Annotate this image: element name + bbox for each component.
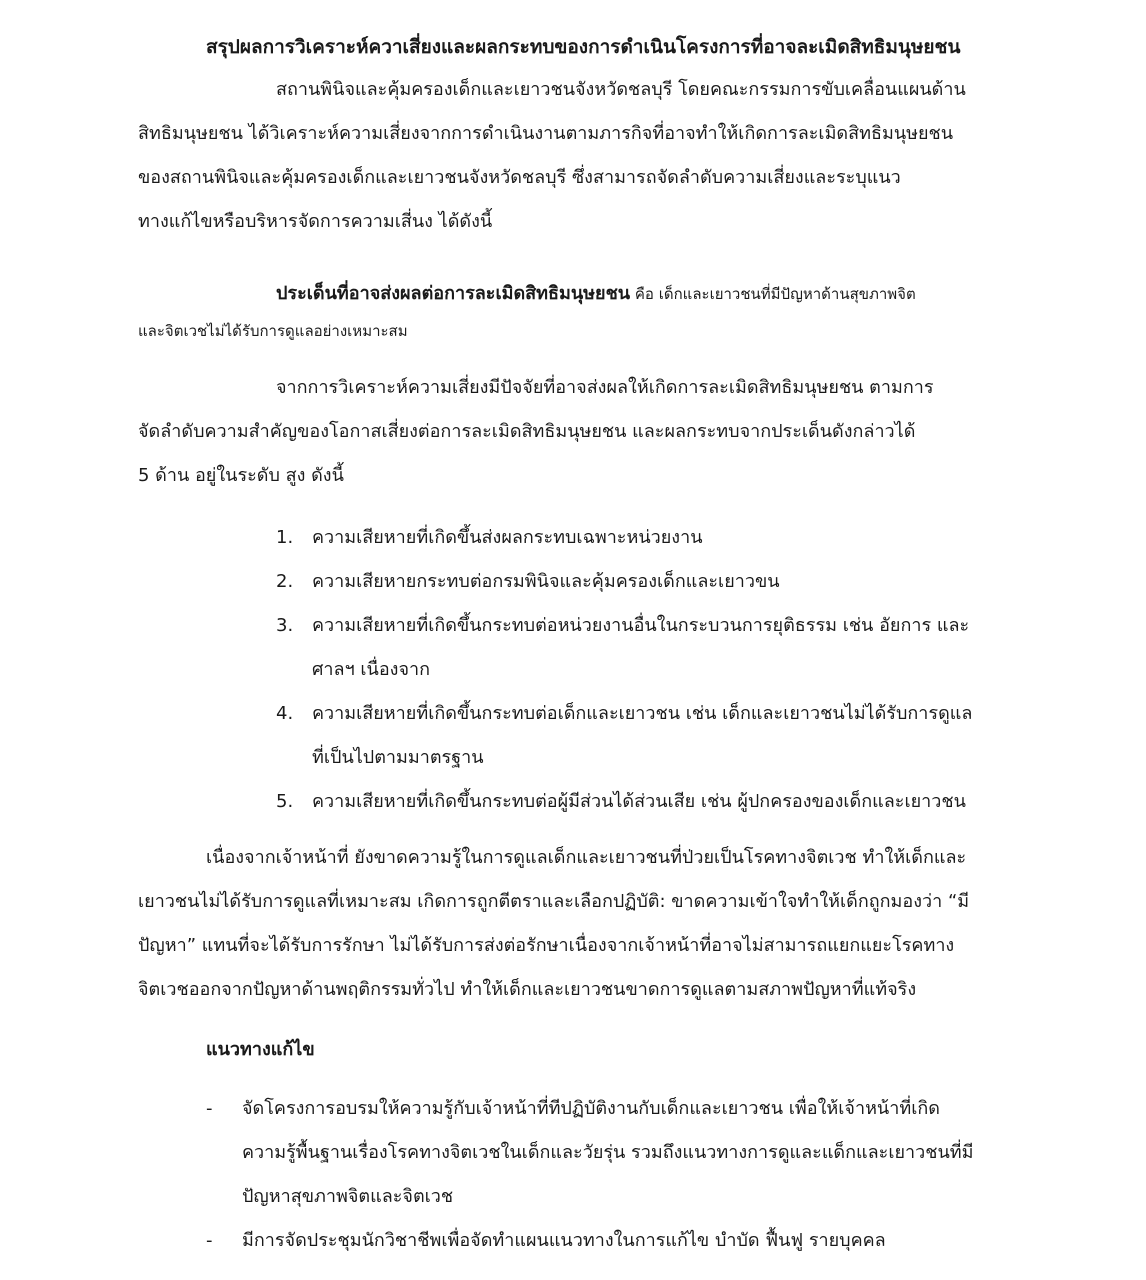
item-number: 3.: [276, 615, 294, 636]
solution-text: มีการจัดประชุมนักวิชาชีพเพื่อจัดทำแผนแนวทางในการแก้ไข บำบัด ฟื้นฟู รายบุคคล: [242, 1230, 886, 1251]
analysis-line: จัดลำดับความสำคัญของโอกาสเสี่ยงต่อการละเมิดสิทธิมนุษยชน และผลกระทบจากประเด็นดังกล่าวได้: [138, 421, 916, 442]
solution-text: จัดโครงการอบรมให้ความรู้กับเจ้าหน้าที่ทีปฏิบัติงานกับเด็กและเยาวชน เพื่อให้เจ้าหน้าที่เกิด: [242, 1098, 940, 1119]
cause-line: ปัญหา” แทนที่จะได้รับการรักษา ไม่ได้รับการส่งต่อรักษาเนื่องจากเจ้าหน้าที่อาจไม่สามารถแยกแยะโรคทาง: [138, 935, 955, 956]
item-number: 2.: [276, 571, 294, 592]
impact-text: ความเสียหายที่เกิดขึ้นกระทบต่อเด็กและเยาวชน เช่น เด็กและเยาวชนไม่ได้รับการดูแล: [312, 703, 973, 724]
cause-line: เนื่องจากเจ้าหน้าที่ ยังขาดความรู้ในการดูแลเด็กและเยาวชนที่ป่วยเป็นโรคทางจิตเวช ทำให้เด็กและ: [206, 847, 967, 868]
impact-list: [276, 516, 1036, 824]
item-number: 5.: [276, 791, 294, 812]
impact-text: ความเสียหายที่เกิดขึ้นกระทบต่อหน่วยงานอื่นในกระบวนการยุติธรรม เช่น อัยการ และ: [312, 615, 970, 636]
analysis-line: 5 ด้าน อยู่ในระดับ สูง ดังนี้: [138, 465, 344, 486]
analysis-line: จากการวิเคราะห์ความเสี่ยงมีปัจจัยที่อาจส่งผลให้เกิดการละเมิดสิทธิมนุษยชน ตามการ: [276, 377, 934, 398]
issue-text-continued: และจิตเวชไม่ได้รับการดูแลอย่างเหมาะสม: [138, 322, 408, 340]
item-number: 4.: [276, 703, 294, 724]
solutions-heading: แนวทางแก้ไข: [206, 1039, 315, 1060]
impact-item: [276, 692, 1036, 780]
solution-text: ปัญหาสุขภาพจิตและจิตเวช: [242, 1186, 454, 1207]
solutions-list: [206, 1087, 1026, 1263]
cause-line: จิตเวชออกจากปัญหาด้านพฤติกรรมทั่วไป ทำให้เด็กและเยาวชนขาดการดูแลตามสภาพปัญหาที่แท้จริง: [138, 979, 917, 1000]
dash-bullet: -: [206, 1098, 213, 1119]
solution-item: [206, 1219, 1026, 1263]
intro-line: สถานพินิจและคุ้มครองเด็กและเยาวชนจังหวัดชลบุรี โดยคณะกรรมการขับเคลื่อนแผนด้าน: [276, 79, 966, 100]
issue-paragraph: [138, 272, 1018, 346]
cause-paragraph: [138, 836, 1008, 1012]
impact-item: [276, 604, 1036, 692]
impact-text: ความเสียหายที่เกิดขึ้นกระทบต่อผู้มีส่วนได้ส่วนเสีย เช่น ผู้ปกครองของเด็กและเยาวชน: [312, 791, 966, 812]
intro-line: ทางแก้ไขหรือบริหารจัดการความเสี่นง ได้ดังนี้: [138, 211, 493, 232]
dash-bullet: -: [206, 1230, 213, 1251]
impact-item: [276, 780, 1036, 824]
impact-text: ศาลฯ เนื่องจาก: [312, 659, 431, 680]
impact-text: ที่เป็นไปตามมาตรฐาน: [312, 747, 484, 768]
intro-paragraph: [138, 68, 1008, 244]
solution-item: [206, 1087, 1026, 1219]
impact-item: [276, 560, 1036, 604]
analysis-paragraph: [138, 366, 1008, 498]
impact-text: ความเสียหายกระทบต่อกรมพินิจและคุ้มครองเด็กและเยาวขน: [312, 571, 780, 592]
issue-text: คือ เด็กและเยาวชนที่มีปัญหาด้านสุขภาพจิต: [630, 285, 916, 303]
cause-line: เยาวชนไม่ได้รับการดูแลที่เหมาะสม เกิดการถูกตีตราและเลือกปฏิบัติ: ขาดความเข้าใจทำให้เด็กถูกมองว่า “มี: [138, 891, 970, 912]
impact-text: ความเสียหายที่เกิดขึ้นส่งผลกระทบเฉพาะหน่วยงาน: [312, 527, 703, 548]
intro-line: สิทธิมนุษยชน ได้วิเคราะห์ความเสี่ยงจากการดำเนินงานตามภารกิจที่อาจทำให้เกิดการละเมิดสิทธิมนุษยชน: [138, 123, 954, 144]
item-number: 1.: [276, 527, 294, 548]
impact-item: [276, 516, 1036, 560]
document-title: สรุปผลการวิเคราะห์ควาเสี่ยงและผลกระทบของการดำเนินโครงการที่อาจละเมิดสิทธิมนุษยชน: [206, 36, 961, 58]
solution-text: ความรู้พื้นฐานเรื่องโรคทางจิตเวชในเด็กและวัยรุ่น รวมถึงแนวทางการดูและแด็กและเยาวชนที่มี: [242, 1142, 974, 1163]
intro-line: ของสถานพินิจและคุ้มครองเด็กและเยาวชนจังหวัดชลบุรี ซึ่งสามารถจัดลำดับความเสี่ยงและระบุแนว: [138, 167, 901, 188]
issue-heading: ประเด็นที่อาจส่งผลต่อการละเมิดสิทธิมนุษยชน: [276, 283, 631, 304]
